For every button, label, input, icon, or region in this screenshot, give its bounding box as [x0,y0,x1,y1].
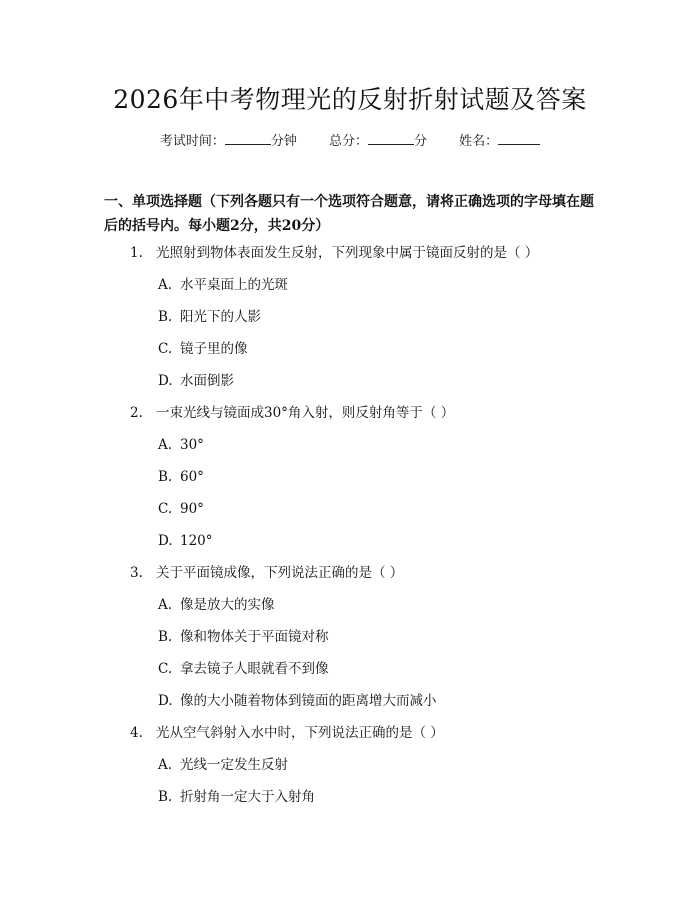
section-heading-single-choice: 一、单项选择题（下列各题只有一个选项符合题意，请将正确选项的字母填在题后的括号内。每小题2分，共20分） [104,194,594,234]
question-1-option-b [158,307,261,327]
question-text: 光照射到物体表面发生反射，下列现象中属于镜面反射的是（ ） [156,245,539,261]
question-3 [130,563,403,583]
question-1-option-d [158,371,234,391]
option-text: 30° [180,437,204,453]
question-1-option-c [158,339,248,359]
question-text: 光从空气斜射入水中时，下列说法正确的是（ ） [156,725,444,741]
question-3-option-b [158,627,329,647]
exam-time-field [160,130,297,152]
question-3-option-d [158,691,437,711]
total-score-label: 总分： [328,134,368,149]
question-number: 3. [130,565,143,581]
option-text: 水平桌面上的光斑 [180,277,288,293]
exam-meta-line [0,130,700,152]
question-1-option-a [158,275,288,295]
exam-time-blank [225,130,271,145]
student-name-field [459,130,540,152]
document-title: 2026年中考物理光的反射折射试题及答案 [113,85,587,114]
question-text: 关于平面镜成像，下列说法正确的是（ ） [156,565,404,581]
question-number: 1. [130,245,143,261]
option-letter: D. [158,533,173,549]
question-4-option-a [158,755,288,775]
question-3-option-c [158,659,329,679]
option-letter: A. [158,277,173,293]
option-letter: D. [158,693,173,709]
total-score-unit: 分 [414,134,428,149]
option-text: 光线一定发生反射 [180,757,288,773]
option-text: 90° [180,501,204,517]
question-2-option-d [158,531,213,551]
option-text: 像的大小随着物体到镜面的距离增大而减小 [180,693,437,709]
question-2 [130,403,454,423]
option-text: 阳光下的人影 [180,309,261,325]
exam-time-unit: 分钟 [270,134,297,149]
option-text: 拿去镜子人眼就看不到像 [180,661,329,677]
option-text: 像和物体关于平面镜对称 [180,629,329,645]
question-4 [130,723,444,743]
question-3-option-a [158,595,275,615]
option-letter: A. [158,597,173,613]
option-letter: C. [158,341,173,357]
question-4-option-b [158,787,315,807]
option-text: 镜子里的像 [180,341,248,357]
question-2-option-c [158,499,204,519]
option-letter: D. [158,373,173,389]
question-number: 4. [130,725,143,741]
option-letter: B. [158,309,173,325]
question-1 [130,243,538,263]
option-text: 折射角一定大于入射角 [180,789,315,805]
option-letter: B. [158,629,173,645]
option-letter: A. [158,757,173,773]
total-score-blank [368,130,414,145]
option-text: 像是放大的实像 [180,597,275,613]
option-text: 60° [180,469,204,485]
total-score-field [329,130,427,152]
question-number: 2. [130,405,143,421]
option-text: 120° [180,533,213,549]
student-name-label: 姓名： [459,134,499,149]
student-name-blank [498,130,540,145]
question-2-option-b [158,467,204,487]
option-letter: B. [158,789,173,805]
option-letter: B. [158,469,173,485]
exam-time-label: 考试时间： [159,134,225,149]
question-2-option-a [158,435,204,455]
option-letter: A. [158,437,173,453]
option-text: 水面倒影 [180,373,234,389]
question-text: 一束光线与镜面成30°角入射，则反射角等于（ ） [156,405,455,421]
option-letter: C. [158,501,173,517]
option-letter: C. [158,661,173,677]
